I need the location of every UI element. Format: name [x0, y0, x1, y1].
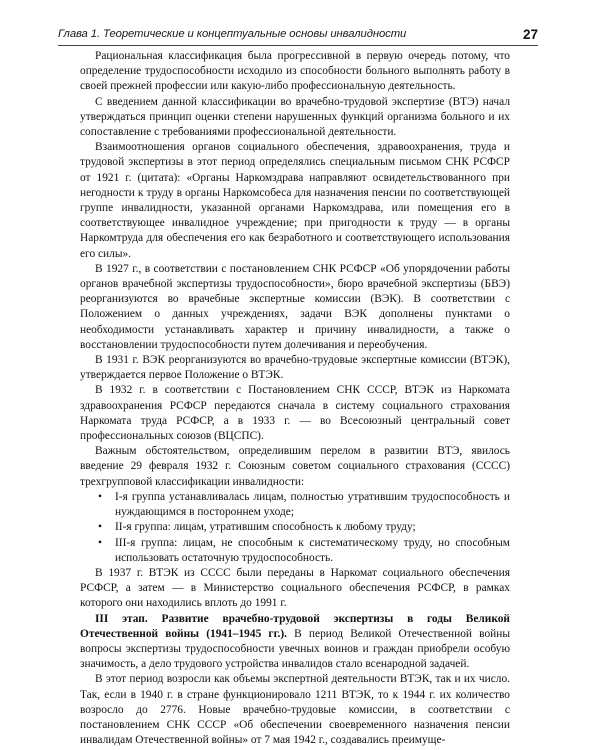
- paragraph: В 1927 г., в соответствии с постановлением СНК РСФСР «Об упорядочении работы органов врачебной экспертизы трудоспособности», бюро врачебной экспертизы (БВЭ) реорганизуются во врачебные экспертные комиссии (ВЭК). В соответствии с Положением о данных учреждениях, задачи ВЭК дополнены пунктами о необходимости устанавливать характер и причину инвалидности, а также о восстановлении трудоспособности путем долечивания и переобучения.: [80, 262, 510, 351]
- paragraph: Рациональная классификация была прогрессивной в первую очередь потому, что определение трудоспособности исходило из способности больного выполнять работу в своей прежней профессии или какую-либо профессиональную деятельность.: [80, 50, 510, 93]
- paragraph: В 1931 г. ВЭК реорганизуются во врачебно-трудовые экспертные комиссии (ВТЭК), утверждается первое Положение о ВТЭК.: [80, 354, 510, 382]
- section-heading: III этап. Развитие врачебно-трудовой экспертизы в годы Великой Отечественной войны (1941–1945 гг.).: [80, 612, 510, 640]
- paragraph: В 1932 г. в соответствии с Постановлением СНК СССР, ВТЭК из Наркомата здравоохранения РСФСР передаются сначала в систему социального страхования Наркомата труда РСФСР, а в 1933 г. — во Всесоюзный центральный совет профессиональных союзов (ВЦСПС).: [80, 384, 510, 443]
- section-paragraph: [80, 612, 510, 673]
- body-text: [80, 49, 510, 748]
- paragraph: С введением данной классификации во врачебно-трудовой экспертизе (ВТЭ) начал утверждаться принцип оценки степени нарушенных функций организма больного и их сопоставление с требованиями профессиональной деятельности.: [80, 95, 510, 139]
- bullet-icon: •: [98, 536, 102, 549]
- paragraph: В этот период возросли как объемы экспертной деятельности ВТЭК, так и их число. Так, если в 1940 г. в стране функционировало 1211 ВТЭК, то к 1944 г. их количество возросло до 2776. Новые врачебно-трудовые комиссии, в соответствии с постановлением СНК СССР «Об обеспечении своевременного назначения пенсии инвалидам Отечественной войны» от 7 мая 1942 г., создавались преимуще-: [80, 673, 510, 747]
- list-item: [98, 520, 510, 535]
- list-item-text: III-я группа: лицам, не способным к систематическому труду, но способным использовать остаточную трудоспособность.: [115, 536, 510, 564]
- running-title: Глава 1. Теоретические и концептуальные основы инвалидности: [58, 28, 407, 40]
- bullet-icon: •: [98, 490, 102, 503]
- paragraph: Взаимоотношения органов социального обеспечения, здравоохранения, труда и трудовой экспертизы в этот период определялись специальным письмом СНК РСФСР от 1921 г. (цитата): «Органы Наркомздрава направляют освидетельствованного при негодности к труду в органы Наркомсобеса для назначения пенсии по соответствующей группе инвалидности, указанной органами Наркомздрава, или помещения его в соответствующее инвалидное учреждение; при пригодности к труду — в органы Наркомтруда для обеспечения его как безработного и соответствующего использования его силы».: [80, 141, 510, 260]
- list-item: [98, 490, 510, 520]
- section-lead-text: В период Великой Отечественной войны вопросы экспертизы трудоспособности увечных воинов и граждан приобрели особую значимость, а дело трудового устройства инвалидов стало всенародной задачей.: [80, 627, 510, 671]
- header-rule: [58, 45, 538, 46]
- list-item-text: I-я группа устанавливалась лицам, полностью утратившим трудоспособность и нуждающимся в постороннем уходе;: [115, 490, 510, 519]
- disability-groups-list: [80, 490, 510, 566]
- list-item-text: II-я группа: лицам, утратившим способность к любому труду;: [115, 521, 416, 534]
- bullet-icon: •: [98, 521, 102, 534]
- page-number: 27: [522, 26, 538, 42]
- list-item: [98, 536, 510, 566]
- paragraph: Важным обстоятельством, определившим перелом в развитии ВТЭ, явилось введение 29 февраля 1932 г. Союзным советом социального страхования (СССС) трехгрупповой классификации инвалидности:: [80, 445, 510, 488]
- page-header: [58, 24, 538, 44]
- paragraph: В 1937 г. ВТЭК из СССС были переданы в Наркомат социального обеспечения РСФСР, а затем — в Министерство социального обеспечения РСФСР, в рамках которого они находились вплоть до 1991 г.: [80, 566, 510, 610]
